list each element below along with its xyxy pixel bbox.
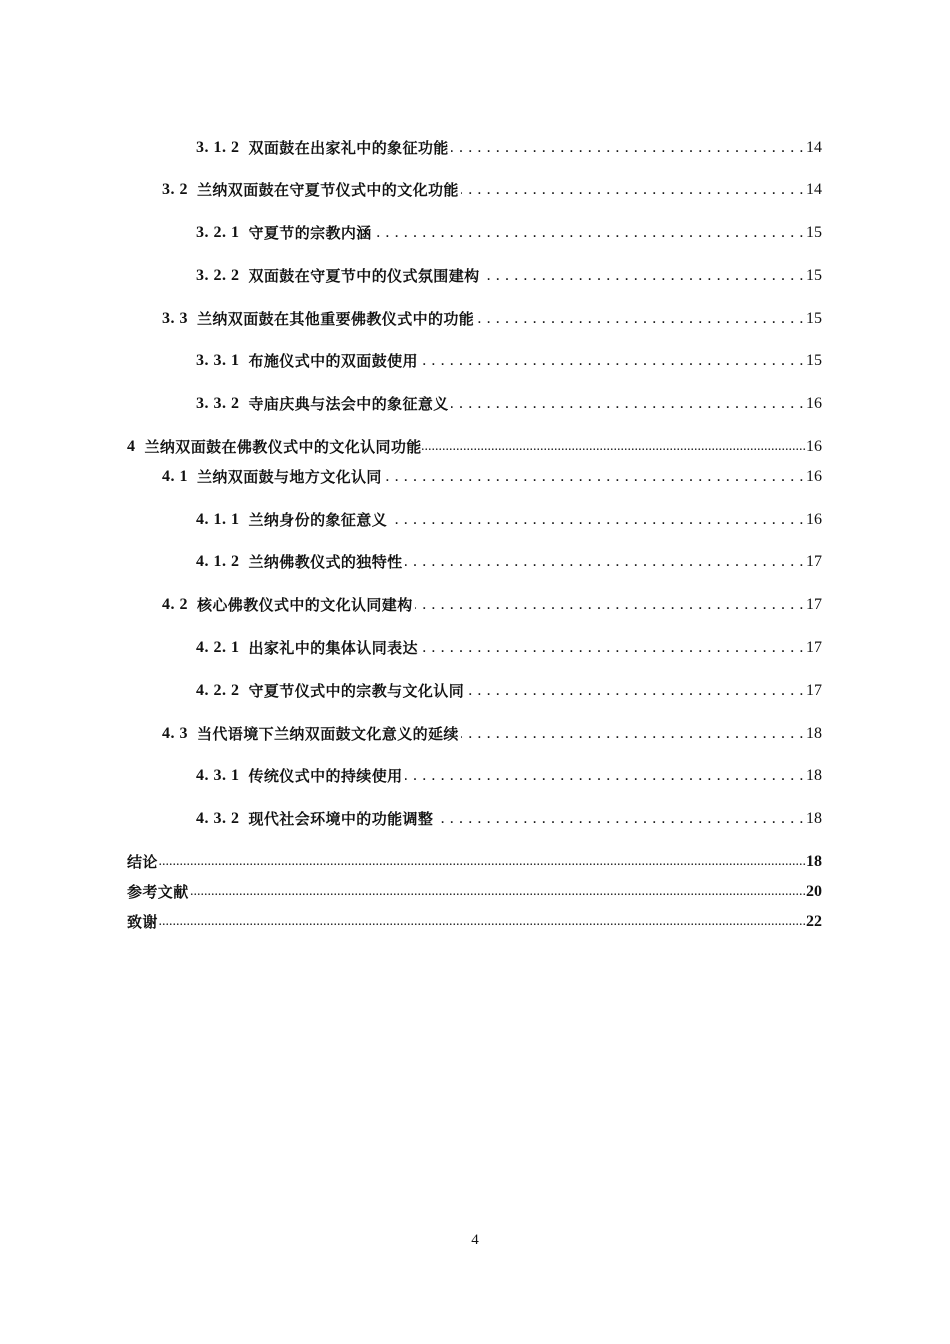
toc-leader [415,595,804,615]
toc-number: 4. 2 [162,596,188,613]
toc-number: 4. 1. 1 [196,511,240,528]
toc-entry-4-1[interactable] [162,463,822,487]
toc-title: 参考文献 [127,883,189,901]
toc-leader [482,266,804,286]
toc-title: 双面鼓在守夏节中的仪式氛围建构 [248,267,480,285]
toc-number: 3. 2 [162,181,188,198]
toc-number: 3. 3. 1 [196,352,240,369]
toc-entry-3-3-2[interactable] [196,390,822,414]
toc-number: 4. 2. 2 [196,682,240,699]
toc-leader [435,809,804,829]
toc-page: 18 [806,725,822,742]
toc-title: 兰纳双面鼓在守夏节仪式中的文化功能 [197,181,459,199]
toc-number: 3. 3 [162,310,188,327]
toc-leader [189,882,806,902]
toc-entry-3-2[interactable] [162,176,822,200]
toc-title: 传统仪式中的持续使用 [248,767,403,785]
toc-entry-4-2-1[interactable] [196,634,822,658]
toc-number: 3. 3. 2 [196,395,240,412]
toc-number: 4. 3 [162,725,188,742]
toc-number: 4. 3. 2 [196,810,240,827]
toc-entry-conclusion[interactable] [127,848,822,872]
toc-title: 现代社会环境中的功能调整 [248,810,434,828]
toc-title: 布施仪式中的双面鼓使用 [248,352,418,370]
toc-title: 结论 [127,853,158,871]
toc-title: 出家礼中的集体认同表达 [248,639,418,657]
toc-title: 核心佛教仪式中的文化认同建构 [197,596,413,614]
toc-title: 兰纳身份的象征意义 [248,511,388,529]
toc-leader [461,180,804,200]
toc-number: 3. 2. 2 [196,267,240,284]
toc-page: 16 [806,468,822,485]
toc-entry-4-3-2[interactable] [196,805,822,829]
toc-title: 双面鼓在出家礼中的象征功能 [248,139,449,157]
toc-number: 3. 2. 1 [196,224,240,241]
toc-entry-acknowledgements[interactable] [127,908,822,932]
page-number: 4 [471,1232,479,1248]
toc-leader [389,510,804,530]
toc-page: 22 [806,913,822,930]
toc-title: 致谢 [127,913,158,931]
toc-entry-4[interactable] [127,433,822,457]
toc-page: 15 [806,224,822,241]
toc-leader [422,437,806,457]
toc-number: 3. 1. 2 [196,139,240,156]
toc-page: 17 [806,553,822,570]
toc-page: 15 [806,310,822,327]
toc-leader [451,394,804,414]
toc-page: 15 [806,267,822,284]
toc-entry-4-2[interactable] [162,591,822,615]
toc-page: 16 [806,438,822,455]
toc-page: 17 [806,639,822,656]
toc-title: 兰纳佛教仪式的独特性 [248,553,403,571]
toc-page: 17 [806,682,822,699]
toc-entry-3-2-2[interactable] [196,262,822,286]
toc-leader [405,766,804,786]
toc-page: 14 [806,139,822,156]
toc-page: 16 [806,511,822,528]
toc-page: 20 [806,883,822,900]
toc-leader [158,912,806,932]
toc-page: 16 [806,395,822,412]
toc-title: 兰纳双面鼓与地方文化认同 [197,468,382,486]
toc-title: 守夏节的宗教内涵 [248,224,372,242]
toc-entry-4-1-2[interactable] [196,548,822,572]
toc-title: 守夏节仪式中的宗教与文化认同 [248,682,465,700]
toc-title: 兰纳双面鼓在佛教仪式中的文化认同功能 [144,438,422,456]
toc-title: 寺庙庆典与法会中的象征意义 [248,395,449,413]
toc-page: 14 [806,181,822,198]
toc-entry-4-1-1[interactable] [196,506,822,530]
toc-leader [476,309,804,329]
toc-leader [461,724,804,744]
toc-leader [420,351,804,371]
toc-number: 4 [127,438,136,455]
toc-leader [451,138,804,158]
toc-number: 4. 1 [162,468,188,485]
toc-leader [466,681,804,701]
toc-page: 15 [806,352,822,369]
toc-entry-3-3[interactable] [162,305,822,329]
toc-entry-3-3-1[interactable] [196,347,822,371]
toc-title: 当代语境下兰纳双面鼓文化意义的延续 [197,725,459,743]
toc-leader [405,552,804,572]
toc-number: 4. 1. 2 [196,553,240,570]
toc-leader [420,638,804,658]
toc-entry-3-1-2[interactable] [196,134,822,158]
toc-entry-references[interactable] [127,878,822,902]
toc-page: 18 [806,810,822,827]
toc-entry-4-3-1[interactable] [196,762,822,786]
toc-title: 兰纳双面鼓在其他重要佛教仪式中的功能 [197,310,475,328]
toc-leader [374,223,804,243]
toc-entry-4-2-2[interactable] [196,677,822,701]
toc-leader [158,852,806,872]
toc-page: 18 [806,853,822,870]
toc-page: 18 [806,767,822,784]
toc-page: 17 [806,596,822,613]
toc-leader [384,467,804,487]
toc-entry-4-3[interactable] [162,720,822,744]
toc-entry-3-2-1[interactable] [196,219,822,243]
toc-number: 4. 2. 1 [196,639,240,656]
toc-number: 4. 3. 1 [196,767,240,784]
